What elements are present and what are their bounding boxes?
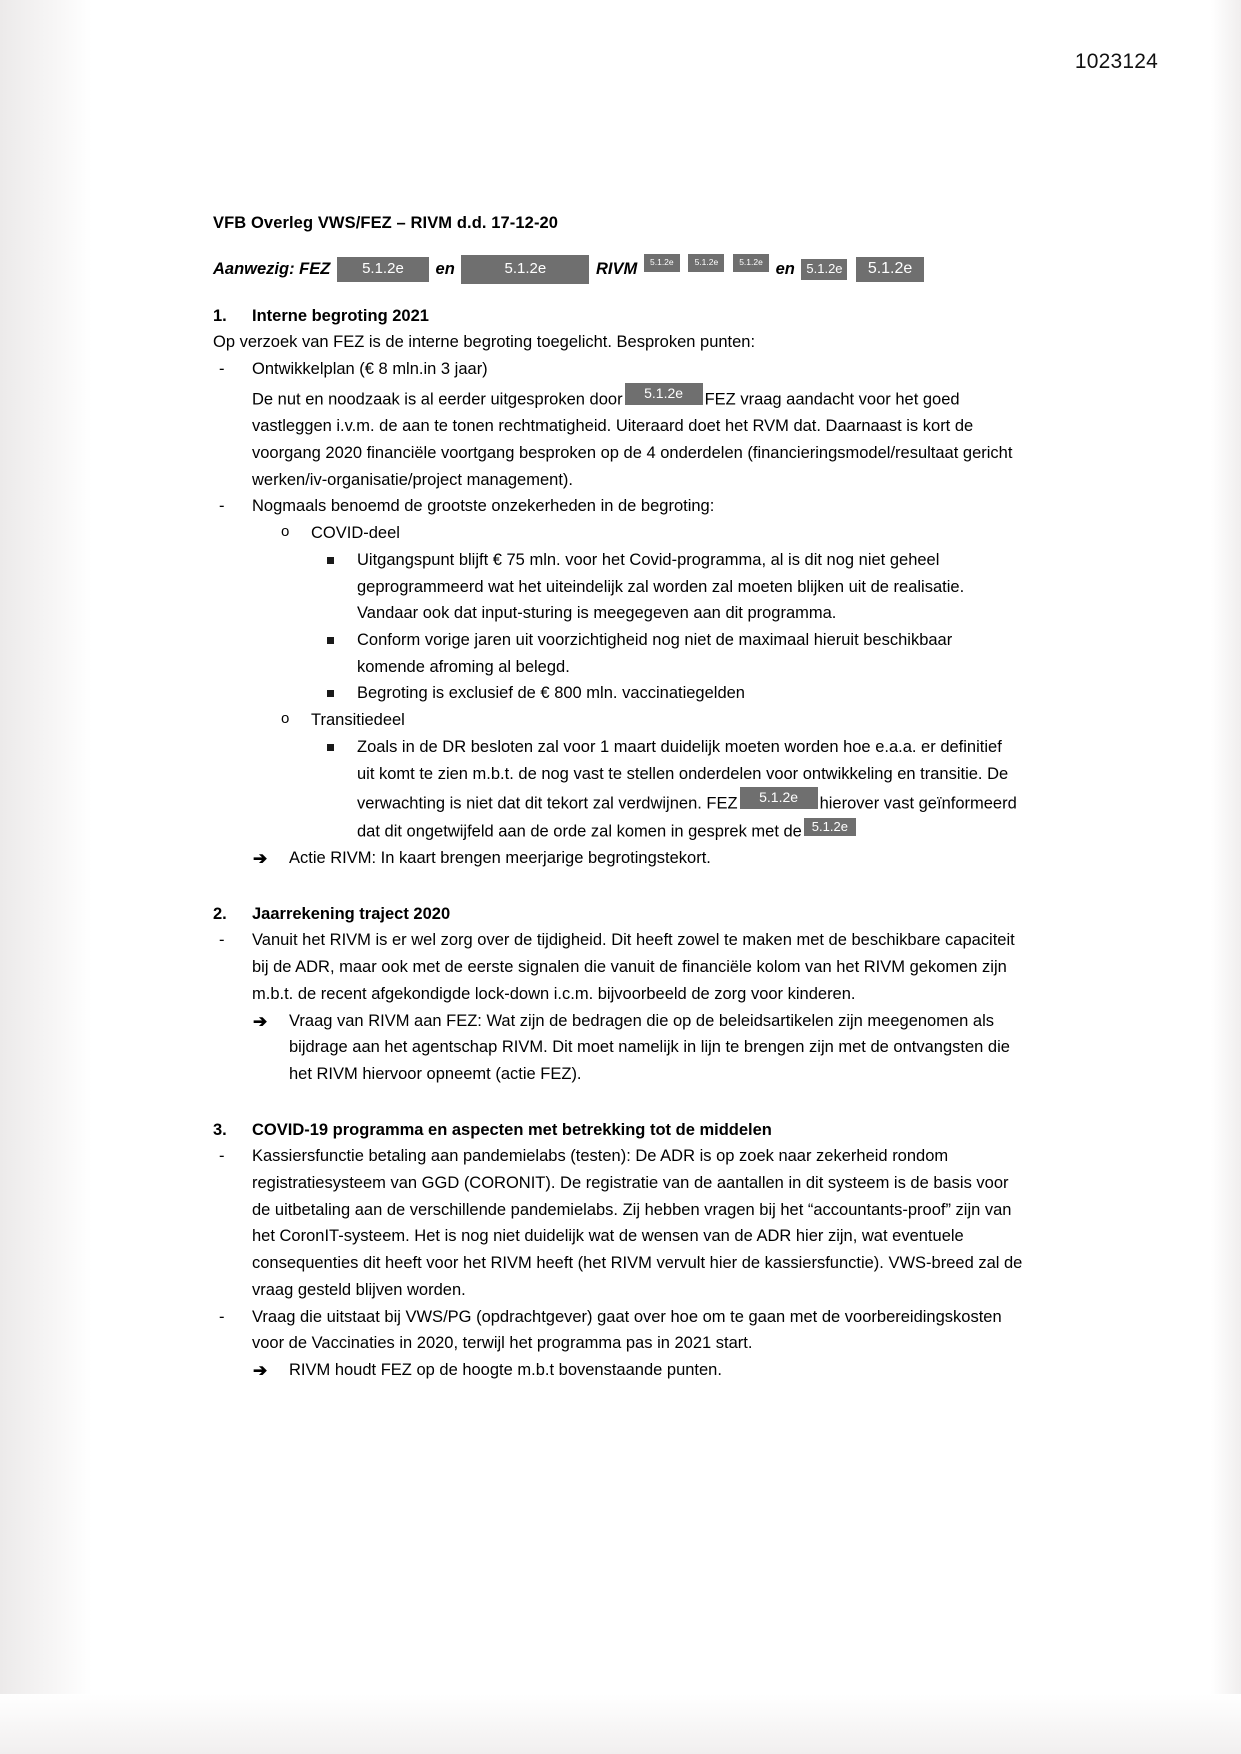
section-3-heading [213, 1118, 1023, 1144]
list-item [317, 680, 1023, 707]
bullet-text-part-a: Zoals in de DR besloten zal voor 1 maart duidelijk moeten worden hoe e.a.a. er definitief uit komt te zien m.b.t. de nog vast te stellen onderdelen voor ontwikkeling en transitie. De verwachting is niet dat dit tekort zal verdwijnen. FEZ [357, 737, 1009, 814]
section-3 [213, 1118, 1023, 1384]
list-item [213, 1304, 1023, 1357]
bullet-continuation-b: FEZ vraag aandacht voor het goed vastleggen i.v.m. de aan te tonen rechtmatigheid. Uiteraard doet het RVM dat. Daarnaast is kort de voorgang 2020 financiële voortgang besproken op de 4 onderdelen (financieringsmodel/resultaat gericht werken/iv-organisatie/project management). [252, 390, 1013, 489]
section-2 [213, 902, 1023, 1088]
attendees-line [213, 254, 1023, 284]
section-1-title: Interne begroting 2021 [252, 306, 429, 325]
redaction-box-attendee-1: 5.1.2e [337, 257, 429, 282]
list-item [317, 547, 1023, 627]
action-text: Actie RIVM: In kaart brengen meerjarige begrotingstekort. [289, 849, 711, 868]
square-bullet-icon [327, 690, 334, 697]
section-1 [213, 304, 1023, 872]
section-1-covid-items [213, 547, 1023, 707]
attendees-prefix: Aanwezig: FEZ [213, 259, 331, 278]
attendees-conjunction-1: en [435, 259, 455, 278]
attendees-org-2: RIVM [595, 259, 638, 278]
scan-edge-left [0, 0, 92, 1754]
document-body [213, 212, 1023, 1384]
section-1-transitie-items [213, 734, 1023, 845]
redaction-box-inline-1: 5.1.2e [625, 383, 703, 405]
list-item [249, 1357, 1023, 1384]
bullet-text: Conform vorige jaren uit voorzichtigheid nog niet de maximaal hieruit beschikbaar komende afroming al belegd. [357, 631, 953, 676]
list-item [213, 927, 1023, 1007]
section-3-number: 3. [213, 1120, 227, 1139]
list-item [213, 356, 1023, 493]
section-1-actions [213, 845, 1023, 872]
bullet-text: Uitgangspunt blijft € 75 mln. voor het Covid-programma, al is dit nog niet geheel geprogrammeerd wat het uiteindelijk zal worden zal moeten blijken uit de realisatie. Vandaar ook dat input-sturing is meegegeven aan dit programma. [357, 550, 965, 623]
list-item [249, 845, 1023, 872]
section-1-heading [213, 304, 1023, 330]
list-item [317, 627, 1023, 680]
section-2-title: Jaarrekening traject 2020 [252, 904, 451, 923]
bullet-text: Kassiersfunctie betaling aan pandemielabs (testen): De ADR is op zoek naar zekerheid rondom registratiesysteem van GGD (CORONIT). De registratie van de aantallen in dit systeem is de basis voor de uitbetaling aan de verschillende pandemielabs. Zij hebben vragen bij het “accountants-proof” zijn van het CoronIT-systeem. Het is nog niet duidelijk wat de wensen van de ADR hier zijn, wat eventuele consequenties dit heeft voor het RIVM heeft (het RIVM vervult hier de kassiersfunctie). VWS-breed zal de vraag gesteld blijven worden. [252, 1147, 1023, 1299]
bullet-text: Begroting is exclusief de € 800 mln. vaccinatiegelden [357, 684, 745, 703]
document-title: VFB Overleg VWS/FEZ – RIVM d.d. 17-12-20 [213, 214, 559, 232]
section-1-number: 1. [213, 306, 227, 325]
scan-edge-bottom [0, 1694, 1241, 1754]
dash-bullet-icon: - [219, 497, 225, 516]
list-item [213, 1143, 1023, 1303]
section-3-title: COVID-19 programma en aspecten met betrekking tot de middelen [252, 1120, 772, 1139]
bullet-continuation-a: De nut en noodzaak is al eerder uitgesproken door [252, 390, 623, 409]
section-1-intro: Op verzoek van FEZ is de interne begroting toegelicht. Besproken punten: [213, 333, 756, 352]
dash-bullet-icon: - [219, 1307, 225, 1326]
dash-bullet-icon: - [219, 1147, 225, 1166]
action-text: Vraag van RIVM aan FEZ: Wat zijn de bedragen die op de beleidsartikelen zijn meegenomen als bijdrage aan het agentschap RIVM. Dit moet namelijk in lijn te brengen zijn met de ontvangsten die het RIVM hiervoor opneemt (actie FEZ). [289, 1011, 1010, 1083]
bullet-text: Ontwikkelplan (€ 8 mln.in 3 jaar) [252, 360, 488, 379]
list-item [269, 707, 1023, 734]
list-item [317, 734, 1023, 845]
square-bullet-icon [327, 637, 334, 644]
redaction-box-inline-2: 5.1.2e [740, 787, 818, 809]
square-bullet-icon [327, 557, 334, 564]
sub-label: Transitiedeel [311, 711, 405, 730]
section-1-sub-transitie [213, 707, 1023, 734]
redaction-box-attendee-3: 5.1.2e [644, 254, 680, 272]
bullet-continuation [252, 383, 1023, 494]
circle-bullet-icon: o [281, 523, 290, 541]
arrow-bullet-icon: ➔ [253, 1011, 268, 1031]
list-item [213, 493, 1023, 520]
redaction-box-attendee-6: 5.1.2e [801, 259, 847, 280]
list-item [269, 520, 1023, 547]
bullet-text: Vanuit het RIVM is er wel zorg over de tijdigheid. Dit heeft zowel te maken met de beschikbare capaciteit bij de ADR, maar ook met de eerste signalen die vanuit de financiële kolom van het RIVM gekomen zijn m.b.t. de recent afgekondigde lock-down i.c.m. bijvoorbeeld de zorg voor kinderen. [252, 931, 1015, 1003]
redaction-box-attendee-2: 5.1.2e [461, 255, 589, 284]
redaction-box-attendee-7: 5.1.2e [856, 257, 924, 283]
redaction-box-attendee-4: 5.1.2e [688, 254, 724, 272]
section-1-sub-covid [213, 520, 1023, 547]
document-id: 1023124 [1074, 50, 1158, 73]
circle-bullet-icon: o [281, 710, 290, 728]
dash-bullet-icon: - [219, 931, 225, 950]
arrow-bullet-icon: ➔ [253, 1361, 268, 1380]
scan-edge-right [1211, 0, 1241, 1754]
dash-bullet-icon: - [219, 360, 225, 379]
list-item [249, 1008, 1023, 1088]
attendees-conjunction-2: en [775, 259, 795, 278]
section-3-actions [213, 1357, 1023, 1384]
section-2-actions [213, 1008, 1023, 1088]
arrow-bullet-icon: ➔ [253, 849, 268, 869]
bullet-text-part-b: hierover vast geïnformeerd dat dit ongetwijfeld aan de orde zal komen in gesprek met de [357, 795, 1017, 841]
section-2-bullets [213, 927, 1023, 1007]
action-text: RIVM houdt FEZ op de hoogte m.b.t bovenstaande punten. [289, 1361, 722, 1379]
bullet-text: Nogmaals benoemd de grootste onzekerheden in de begroting: [252, 497, 715, 516]
redaction-box-attendee-5: 5.1.2e [733, 254, 769, 272]
redaction-box-inline-3: 5.1.2e [804, 818, 856, 837]
section-2-number: 2. [213, 904, 227, 923]
section-1-bullets [213, 356, 1023, 520]
section-2-heading [213, 902, 1023, 928]
square-bullet-icon [327, 744, 334, 751]
sub-label: COVID-deel [311, 524, 400, 543]
bullet-text: Vraag die uitstaat bij VWS/PG (opdrachtgever) gaat over hoe om te gaan met de voorbereidingskosten voor de Vaccinaties in 2020, terwijl het programma pas in 2021 start. [252, 1307, 1002, 1353]
section-3-bullets [213, 1143, 1023, 1357]
